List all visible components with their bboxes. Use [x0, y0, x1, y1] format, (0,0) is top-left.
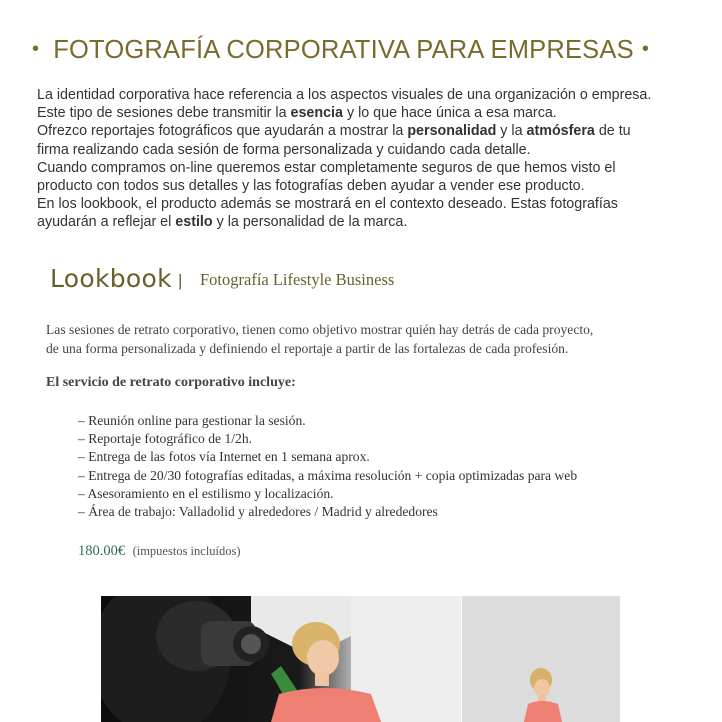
photo-shoot-image — [101, 596, 461, 722]
title-separator: | — [178, 271, 183, 290]
price-note: (impuestos incluídos) — [132, 544, 241, 558]
model-illustration — [462, 596, 620, 722]
description-line: Las sesiones de retrato corporativo, tienen como objetivo mostrar quién hay detrás de cada proyecto, — [46, 322, 594, 337]
list-item: – Área de trabajo: Valladolid y alrededores / Madrid y alrededores — [78, 504, 438, 520]
intro-line — [37, 104, 707, 122]
intro-text: Cuando compramos on-line queremos estar completamente seguros de que hemos visto el — [37, 159, 616, 176]
heading-bullet-right: • — [641, 38, 650, 60]
intro-line — [37, 141, 707, 159]
intro-text: firma realizando cada sesión de forma personalizada y cuidando cada detalle. — [37, 141, 531, 158]
intro-emphasis: personalidad — [407, 123, 497, 140]
intro-text: Este tipo de sesiones debe transmitir la — [37, 105, 291, 122]
intro-text: y lo que hace única a esa marca. — [342, 105, 557, 122]
intro-paragraph — [37, 86, 707, 232]
heading-text: FOTOGRAFÍA CORPORATIVA PARA EMPRESAS — [53, 36, 634, 64]
price-block — [78, 542, 241, 560]
intro-line — [37, 86, 707, 104]
intro-text: y la — [496, 123, 527, 140]
section-title: Lookbook — [50, 264, 172, 293]
description-line: de una forma personalizada y definiendo el reportaje a partir de las fortalezas de cada profesión. — [46, 341, 569, 356]
intro-text: En los lookbook, el producto además se mostrará en el contexto deseado. Estas fotografías — [37, 196, 618, 213]
intro-line — [37, 213, 707, 231]
intro-text: La identidad corporativa hace referencia a los aspectos visuales de una organización o empresa. — [37, 87, 652, 103]
intro-text: de tu — [594, 123, 631, 140]
section-subtitle: Fotografía Lifestyle Business — [200, 270, 395, 289]
intro-emphasis: esencia — [290, 105, 343, 122]
service-list — [78, 412, 577, 521]
intro-line — [37, 195, 707, 213]
list-item: – Reportaje fotográfico de 1/2h. — [78, 431, 253, 447]
list-item: – Asesoramiento en el estilismo y localización. — [78, 485, 334, 501]
list-item: – Entrega de 20/30 fotografías editadas, a máxima resolución + copia optimizadas para web — [78, 467, 578, 483]
heading-bullet-left: • — [32, 38, 40, 60]
page-heading — [32, 36, 712, 65]
model-image — [462, 596, 620, 722]
price-amount: 180.00€ — [78, 543, 126, 559]
intro-text: y la personalidad de la marca. — [212, 214, 408, 231]
intro-emphasis: estilo — [175, 214, 213, 231]
intro-text: producto con todos sus detalles y las fotografías deben ayudar a vender ese producto. — [37, 178, 585, 195]
intro-line — [37, 159, 707, 177]
intro-line — [37, 122, 707, 140]
list-item: – Entrega de las fotos vía Internet en 1 semana aprox. — [78, 449, 370, 465]
intro-text: Ofrezco reportajes fotográficos que ayudarán a mostrar la — [37, 123, 408, 140]
intro-text: ayudarán a reflejar el — [37, 214, 176, 231]
photo-shoot-illustration — [101, 596, 461, 722]
list-item: – Reunión online para gestionar la sesión. — [78, 413, 306, 428]
intro-emphasis: atmósfera — [526, 123, 595, 140]
includes-title: El servicio de retrato corporativo incluye: — [46, 375, 296, 390]
intro-line — [37, 177, 707, 195]
section-description — [46, 320, 593, 358]
